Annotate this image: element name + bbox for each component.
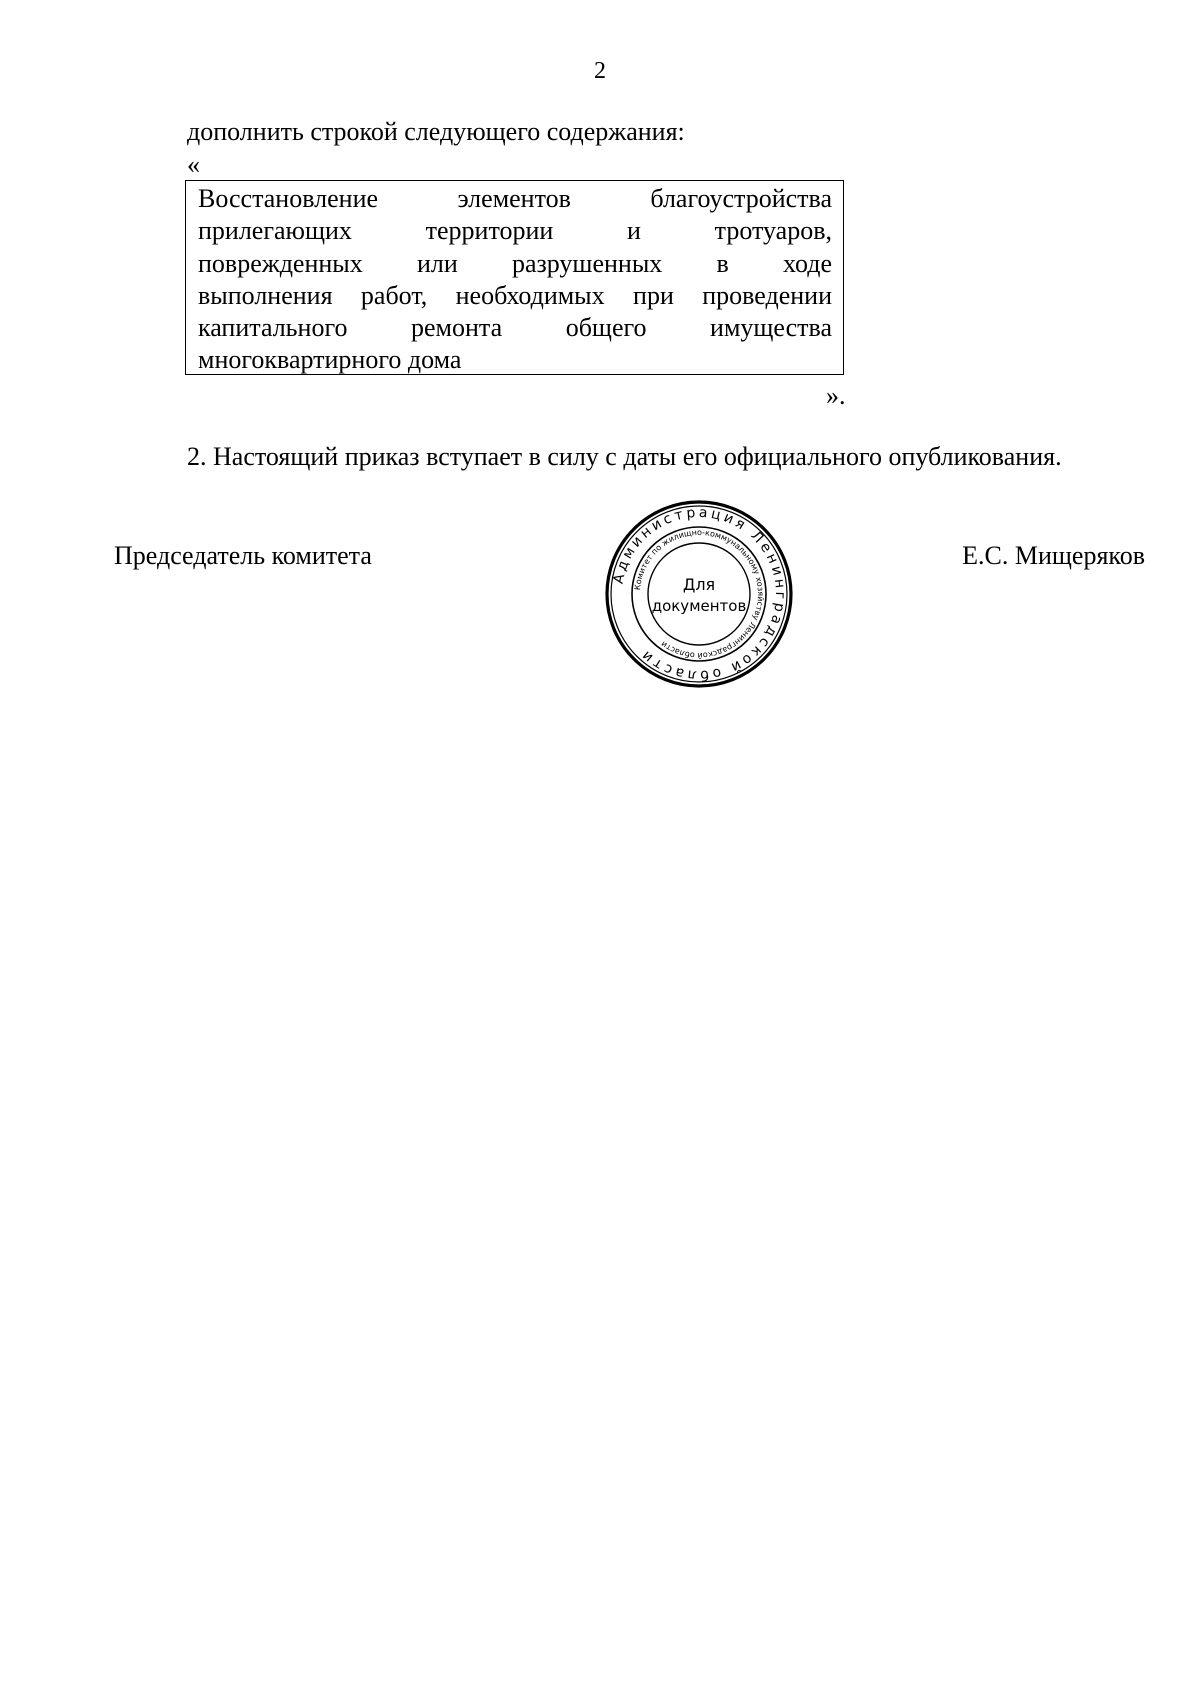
signer-title: Председатель комитета [114, 541, 372, 570]
stamp-center-line-1: Для [682, 575, 716, 594]
clause-2: 2. Настоящий приказ вступает в силу с даты его официального опубликования. [187, 442, 1062, 471]
close-quote: ». [826, 381, 846, 410]
stamp-seal-icon [604, 499, 794, 689]
official-stamp [604, 499, 794, 689]
stamp-inner-text: Комитет по жилищно-коммунальному хозяйству Ленинградской области [633, 527, 766, 661]
table-cell-line: многоквартирного дома [198, 345, 462, 375]
inserted-table-row [185, 180, 844, 375]
table-cell-line: капитального ремонта общего имущества [198, 313, 832, 343]
signer-name: Е.С. Мищеряков [962, 541, 1145, 570]
intro-text: дополнить строкой следующего содержания: [187, 117, 685, 146]
table-cell-line: выполнения работ, необходимых при проведении [198, 280, 832, 310]
table-cell-line: прилегающих территории и тротуаров, [198, 216, 832, 246]
stamp-center-line-2: документов [651, 597, 747, 615]
stamp-outer-text: Администрация Ленинградской области [610, 504, 789, 684]
table-cell-line: поврежденных или разрушенных в ходе [198, 248, 832, 278]
page-number: 2 [594, 58, 606, 84]
table-cell-line: Восстановление элементов благоустройства [198, 184, 832, 213]
svg-text:Комитет по жилищно-коммунально [633, 528, 765, 660]
open-quote: « [187, 150, 200, 179]
